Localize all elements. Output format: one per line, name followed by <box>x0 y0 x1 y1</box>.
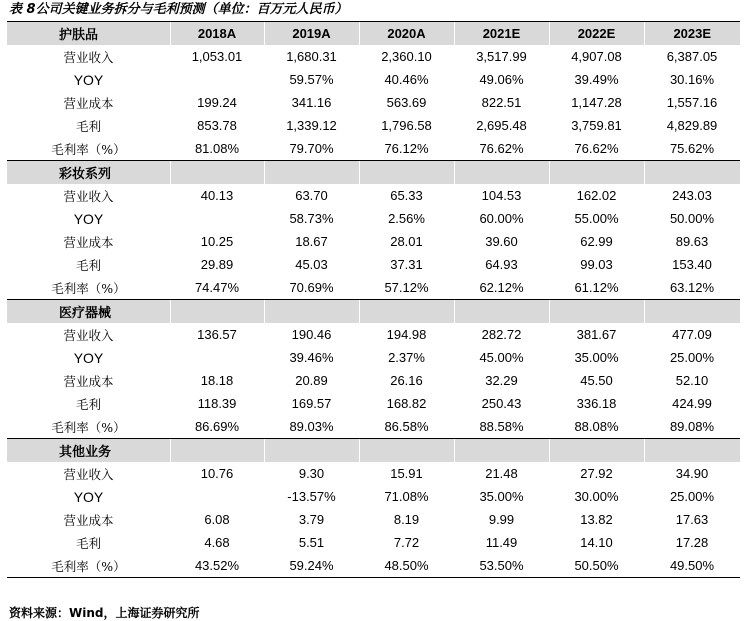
table-cell: 153.40 <box>672 257 712 272</box>
table-row <box>7 531 740 554</box>
table-cell: 14.10 <box>580 535 613 550</box>
table-cell: 199.24 <box>197 95 237 110</box>
table-cell: 9.99 <box>488 512 515 527</box>
table-cell: 88.08% <box>574 419 619 434</box>
table-cell: 59.57% <box>289 72 334 87</box>
row-label: 毛利率（%） <box>51 141 126 157</box>
table-cell: 169.57 <box>291 396 332 411</box>
table-row <box>7 184 740 207</box>
table-cell: 32.29 <box>485 373 518 388</box>
section-header-row <box>7 300 740 324</box>
table-row <box>7 91 740 114</box>
table-row <box>7 369 740 392</box>
table-cell: 477.09 <box>672 327 712 342</box>
table-cell: 76.12% <box>384 141 429 156</box>
table-cell: 76.62% <box>479 141 524 156</box>
section-header-cell <box>170 161 264 185</box>
table-cell: 11.49 <box>485 535 518 550</box>
table-row <box>7 415 740 439</box>
table-cell: 29.89 <box>200 257 234 272</box>
table-cell: 10.76 <box>200 466 234 481</box>
table-cell: 13.82 <box>580 512 613 527</box>
section-header-cell <box>264 161 359 185</box>
table-cell: 76.62% <box>574 141 619 156</box>
table-cell: 2,695.48 <box>476 118 527 133</box>
table-cell: 5.51 <box>298 535 325 550</box>
section-title-makeup: 彩妆系列 <box>7 161 170 185</box>
table-cell: 39.46% <box>289 350 334 365</box>
table-cell: 79.70% <box>289 141 334 156</box>
row-label: 营业成本 <box>63 512 114 528</box>
table-cell: 1,053.01 <box>191 49 243 64</box>
table-cell: 70.69% <box>289 280 334 295</box>
table-cell: 4,907.08 <box>571 49 622 64</box>
table-cell <box>170 68 264 91</box>
table-cell: 49.06% <box>479 72 524 87</box>
table-cell: 50.50% <box>549 554 644 578</box>
table-cell: 104.53 <box>481 188 522 203</box>
table-cell: 18.18 <box>200 373 234 388</box>
table-cell <box>170 485 264 508</box>
table-cell: 71.08% <box>384 489 429 504</box>
table-cell: 39.49% <box>574 72 619 87</box>
table-cell: 3.79 <box>298 512 325 527</box>
table-cell: 63.12% <box>669 280 715 295</box>
table-cell: 45.00% <box>479 350 524 365</box>
section-header-cell <box>264 439 359 463</box>
table-cell: 28.01 <box>390 234 423 249</box>
table-row <box>7 68 740 91</box>
table-cell: 2.56% <box>388 211 425 226</box>
table-row <box>7 346 740 369</box>
table-cell: 336.18 <box>576 396 617 411</box>
table-cell <box>170 346 264 369</box>
section-header-cell <box>454 300 549 324</box>
table-cell: 53.50% <box>454 554 549 578</box>
row-label: 毛利 <box>75 396 101 412</box>
section-header-cell <box>264 300 359 324</box>
table-cell: 26.16 <box>390 373 423 388</box>
table-cell: 43.52% <box>170 554 264 578</box>
business-forecast-table <box>7 22 740 578</box>
table-cell: 49.50% <box>644 554 740 578</box>
table-cell: 381.67 <box>576 327 617 342</box>
table-cell: 30.16% <box>669 72 715 87</box>
table-cell: 3,517.99 <box>476 49 527 64</box>
table-cell: 194.98 <box>386 327 427 342</box>
section-header-cell <box>170 300 264 324</box>
table-cell: 282.72 <box>481 327 522 342</box>
section-header-cell <box>549 439 644 463</box>
section-header-cell <box>359 161 454 185</box>
table-cell: 99.03 <box>580 257 613 272</box>
year-header: 2022E <box>549 22 644 45</box>
table-header-row <box>7 22 740 45</box>
table-cell: 1,796.58 <box>381 118 432 133</box>
table-row <box>7 554 740 578</box>
row-label: 毛利率（%） <box>51 419 126 435</box>
section-title-other: 其他业务 <box>7 439 170 463</box>
table-cell: 40.13 <box>200 188 234 203</box>
section-header-cell <box>454 439 549 463</box>
table-row <box>7 276 740 300</box>
row-label: 毛利 <box>75 535 101 551</box>
section-header-cell <box>644 300 740 324</box>
table-cell: 89.03% <box>289 419 334 434</box>
year-header: 2023E <box>644 22 740 45</box>
table-cell: 27.92 <box>580 466 613 481</box>
row-label: 营业收入 <box>63 327 114 343</box>
table-row <box>7 485 740 508</box>
table-cell: 48.50% <box>359 554 454 578</box>
table-cell: 1,147.28 <box>571 95 622 110</box>
table-cell: 45.03 <box>295 257 328 272</box>
table-cell: 35.00% <box>574 350 619 365</box>
row-label: 毛利 <box>75 257 101 273</box>
row-label: YOY <box>73 488 104 505</box>
row-label: 营业成本 <box>63 234 114 250</box>
table-cell: 15.91 <box>390 466 423 481</box>
table-row <box>7 508 740 531</box>
table-caption: 表 8公司关键业务拆分与毛利预测（单位：百万元人民币） <box>9 2 348 17</box>
row-label: 毛利 <box>75 118 101 134</box>
year-header: 2019A <box>264 22 359 45</box>
table-cell: 60.00% <box>479 211 524 226</box>
table-cell: 136.57 <box>197 327 237 342</box>
table-cell: 2,360.10 <box>381 49 432 64</box>
table-cell: 341.16 <box>291 95 332 110</box>
table-cell: 50.00% <box>669 211 715 226</box>
section-header-cell <box>644 161 740 185</box>
year-header: 2018A <box>170 22 264 45</box>
table-cell: 168.82 <box>386 396 427 411</box>
table-row <box>7 230 740 253</box>
section-header-cell <box>170 439 264 463</box>
row-label: YOY <box>73 71 104 88</box>
table-cell: 10.25 <box>200 234 234 249</box>
row-label: 营业收入 <box>63 466 114 482</box>
table-cell: 57.12% <box>384 280 429 295</box>
row-label: 毛利率（%） <box>51 280 126 296</box>
table-cell: 1,339.12 <box>286 118 337 133</box>
table-cell: 4.68 <box>204 535 230 550</box>
table-cell: 34.90 <box>675 466 709 481</box>
table-cell: 250.43 <box>481 396 522 411</box>
table-cell: 424.99 <box>672 396 712 411</box>
table-cell: 63.70 <box>295 188 328 203</box>
table-cell: 58.73% <box>289 211 334 226</box>
table-cell: 162.02 <box>576 188 617 203</box>
table-cell: 86.58% <box>384 419 429 434</box>
table-row <box>7 137 740 161</box>
section-title-skincare: 护肤品 <box>7 22 170 45</box>
table-cell: 6,387.05 <box>666 49 718 64</box>
row-label: 营业收入 <box>63 188 114 204</box>
table-cell: 18.67 <box>295 234 328 249</box>
row-label: 营业成本 <box>63 373 114 389</box>
table-cell <box>170 207 264 230</box>
table-cell: 563.69 <box>386 95 427 110</box>
table-cell: 62.99 <box>580 234 613 249</box>
year-header: 2020A <box>359 22 454 45</box>
year-header: 2021E <box>454 22 549 45</box>
table-cell: 40.46% <box>384 72 429 87</box>
table-cell: 89.08% <box>669 419 715 434</box>
table-row <box>7 45 740 68</box>
table-cell: 17.28 <box>675 535 709 550</box>
table-cell: 822.51 <box>481 95 522 110</box>
table-cell: 59.24% <box>264 554 359 578</box>
table-cell: 2.37% <box>388 350 425 365</box>
table-cell: 39.60 <box>485 234 518 249</box>
row-label: 营业成本 <box>63 95 114 111</box>
table-cell: 61.12% <box>574 280 619 295</box>
table-cell: 65.33 <box>390 188 423 203</box>
table-cell: 853.78 <box>197 118 237 133</box>
table-cell: 6.08 <box>204 512 230 527</box>
section-header-row <box>7 439 740 463</box>
table-cell: 25.00% <box>669 350 715 365</box>
table-cell: 62.12% <box>479 280 524 295</box>
table-cell: 88.58% <box>479 419 524 434</box>
table-cell: 243.03 <box>672 188 712 203</box>
section-title-medical: 医疗器械 <box>7 300 170 324</box>
table-cell: 190.46 <box>291 327 332 342</box>
section-header-cell <box>359 300 454 324</box>
table-cell: 7.72 <box>393 535 420 550</box>
table-cell: 89.63 <box>675 234 709 249</box>
table-cell: 30.00% <box>574 489 619 504</box>
row-label: YOY <box>73 349 104 366</box>
table-cell: 17.63 <box>675 512 709 527</box>
table-cell: 1,557.16 <box>666 95 718 110</box>
section-header-cell <box>644 439 740 463</box>
table-cell: 1,680.31 <box>286 49 337 64</box>
table-cell: 37.31 <box>390 257 423 272</box>
section-header-row <box>7 161 740 185</box>
table-cell: 45.50 <box>580 373 613 388</box>
row-label: 营业收入 <box>63 49 114 65</box>
table-cell: 8.19 <box>393 512 420 527</box>
table-cell: 118.39 <box>197 396 237 411</box>
table-cell: 4,829.89 <box>666 118 718 133</box>
source-note: 资料来源：Wind，上海证券研究所 <box>9 606 200 620</box>
section-header-cell <box>454 161 549 185</box>
table-cell: 21.48 <box>485 466 518 481</box>
table-cell: 35.00% <box>479 489 524 504</box>
table-cell: 20.89 <box>295 373 328 388</box>
section-header-cell <box>549 161 644 185</box>
table-cell: 52.10 <box>675 373 709 388</box>
table-cell: 64.93 <box>485 257 518 272</box>
table-cell: 74.47% <box>194 280 240 295</box>
row-label: 毛利率（%） <box>7 554 170 578</box>
table-row <box>7 253 740 276</box>
table-cell: 55.00% <box>574 211 619 226</box>
table-cell: 25.00% <box>669 489 715 504</box>
table-row <box>7 392 740 415</box>
table-cell: 86.69% <box>194 419 240 434</box>
table-cell: 9.30 <box>298 466 325 481</box>
table-cell: 3,759.81 <box>571 118 622 133</box>
row-label: YOY <box>73 210 104 227</box>
table-row <box>7 462 740 485</box>
section-header-cell <box>549 300 644 324</box>
table-cell: 75.62% <box>669 141 715 156</box>
section-header-cell <box>359 439 454 463</box>
table-row <box>7 207 740 230</box>
table-row <box>7 323 740 346</box>
table-cell: 81.08% <box>194 141 240 156</box>
table-row <box>7 114 740 137</box>
table-cell: -13.57% <box>287 489 336 504</box>
